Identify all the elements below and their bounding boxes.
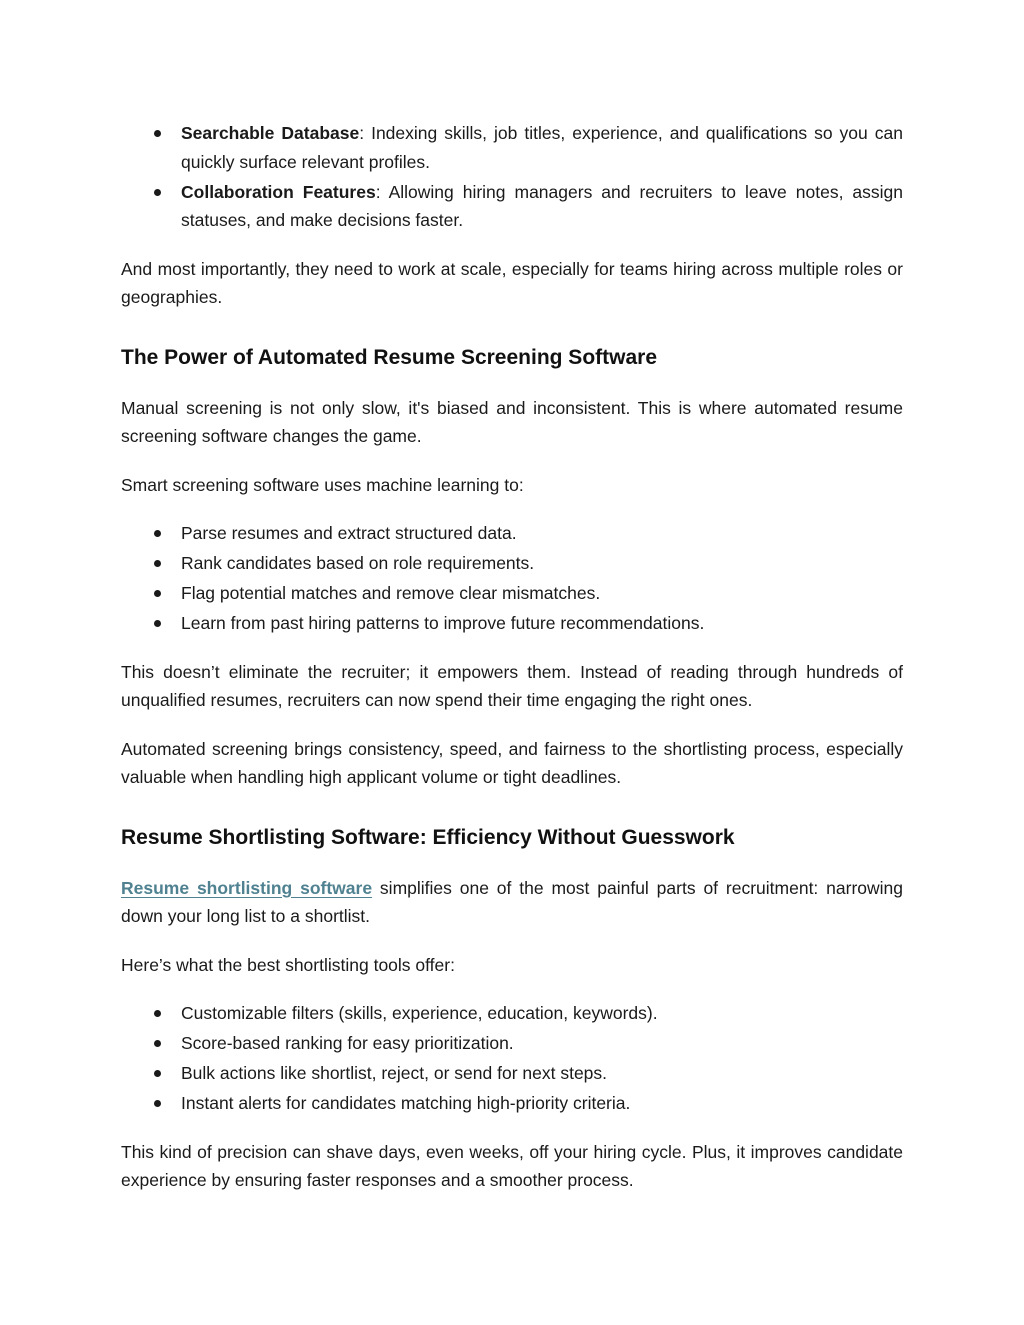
list-item-term: Collaboration Features: [181, 181, 376, 202]
list-item: Bulk actions like shortlist, reject, or send for next steps.: [121, 1059, 903, 1088]
list-item-term: Searchable Database: [181, 123, 360, 143]
ml-capabilities-list: [121, 519, 903, 638]
paragraph: Automated screening brings consistency, speed, and fairness to the shortlisting process, especially valuable when handling high applicant volume or tight deadlines.: [121, 738, 903, 787]
paragraph: Manual screening is not only slow, it's biased and inconsistent. This is where automated resume screening software changes the game.: [121, 397, 903, 446]
list-item: [121, 178, 903, 235]
paragraph-text: simplifies one of the most painful parts of recruitment: narrowing down your long list to a shortlist.: [121, 877, 903, 926]
list-item: Flag potential matches and remove clear mismatches.: [121, 579, 903, 608]
paragraph: [121, 874, 903, 931]
list-item: Instant alerts for candidates matching high-priority criteria.: [121, 1089, 903, 1118]
paragraph: This kind of precision can shave days, even weeks, off your hiring cycle. Plus, it improves candidate experience by ensuring faster responses and a smoother process.: [121, 1141, 903, 1190]
shortlisting-tools-list: [121, 999, 903, 1118]
list-item: Customizable filters (skills, experience, education, keywords).: [121, 999, 903, 1028]
document-page: [121, 119, 903, 1215]
section-heading: The Power of Automated Resume Screening Software: [121, 345, 657, 369]
list-item-desc: : Allowing hiring managers and recruiters to leave notes, assign statuses, and make decisions faster.: [181, 181, 903, 230]
list-item-desc: : Indexing skills, job titles, experience, and qualifications so you can quickly surface relevant profiles.: [181, 123, 903, 172]
section-heading: Resume Shortlisting Software: Efficiency Without Guesswork: [121, 825, 735, 849]
list-item: Parse resumes and extract structured data.: [121, 519, 903, 548]
list-item: [121, 119, 903, 176]
list-item: Learn from past hiring patterns to improve future recommendations.: [121, 609, 903, 638]
paragraph: Here’s what the best shortlisting tools offer:: [121, 954, 455, 975]
paragraph: Smart screening software uses machine learning to:: [121, 474, 524, 495]
list-item: Rank candidates based on role requirements.: [121, 549, 903, 578]
list-item: Score-based ranking for easy prioritization.: [121, 1029, 903, 1058]
feature-list: [121, 119, 903, 235]
resume-shortlisting-link[interactable]: Resume shortlisting software: [121, 877, 373, 898]
paragraph: This doesn’t eliminate the recruiter; it empowers them. Instead of reading through hundreds of unqualified resumes, recruiters can now spend their time engaging the right ones.: [121, 661, 903, 710]
paragraph: And most importantly, they need to work at scale, especially for teams hiring across multiple roles or geographies.: [121, 258, 903, 307]
